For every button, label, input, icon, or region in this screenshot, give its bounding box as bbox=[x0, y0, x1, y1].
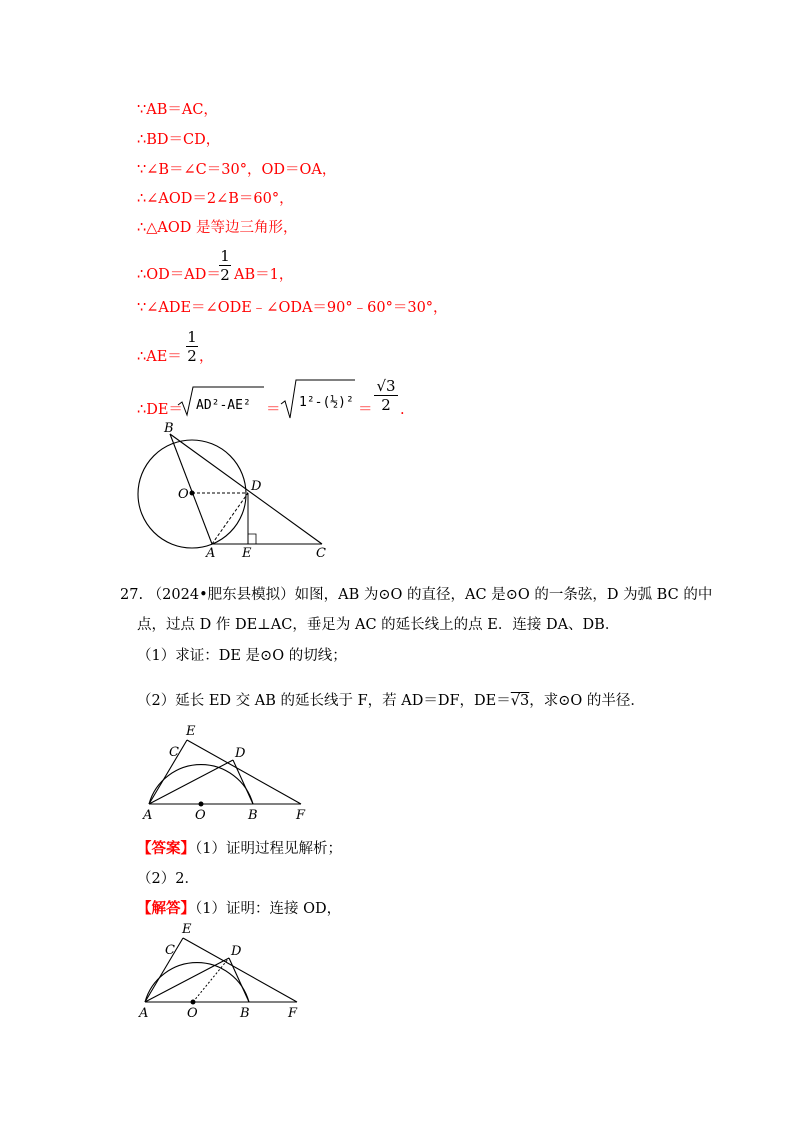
answer-text-1: （1）证明过程见解析； bbox=[195, 841, 342, 857]
proof-line-4: ∴∠AOD＝2∠B＝60°， bbox=[137, 191, 294, 207]
proof-line-8b: ， bbox=[199, 349, 214, 365]
answer-line-2: （2）2． bbox=[137, 871, 199, 887]
proof-line-5: ∴△AOD 是等边三角形， bbox=[137, 220, 298, 236]
segment-ad bbox=[212, 493, 248, 544]
problem-part1: （1）求证：DE 是⊙O 的切线； bbox=[137, 648, 347, 664]
label-c: C bbox=[169, 745, 179, 760]
figure-1-circle-triangle bbox=[130, 420, 340, 560]
fraction-sqrt3-over-2: √3 2 bbox=[373, 377, 399, 414]
label-b: B bbox=[164, 421, 174, 436]
label-d: D bbox=[235, 746, 246, 761]
label-b: B bbox=[248, 808, 258, 823]
label-e: E bbox=[242, 546, 252, 560]
label-c: C bbox=[316, 546, 326, 560]
proof-line-3: ∵∠B＝∠C＝30°，OD＝OA， bbox=[137, 162, 337, 178]
label-d: D bbox=[251, 479, 262, 494]
solution-line-1 bbox=[137, 899, 341, 919]
proof-line-9a: ∴DE＝ bbox=[137, 402, 183, 418]
radical-2-content: 1²-(½)² bbox=[299, 395, 354, 410]
proof-line-7: ∵∠ADE＝∠ODE﹣∠ODA＝90°﹣60°＝30°， bbox=[137, 300, 448, 316]
answer-tag: 【答案】 bbox=[137, 840, 195, 857]
radical-1 bbox=[176, 383, 266, 417]
fraction-half-1: 1 2 bbox=[220, 247, 230, 284]
problem-header bbox=[120, 585, 712, 605]
problem-stem-line2: 点，过点 D 作 DE⊥AC，垂足为 AC 的延长线上的点 E．连接 DA、DB． bbox=[137, 617, 620, 633]
label-f: F bbox=[288, 1006, 298, 1021]
label-a: A bbox=[206, 546, 216, 560]
problem-stem-line1: 如图，AB 为⊙O 的直径，AC 是⊙O 的一条弦，D 为弧 BC 的中 bbox=[294, 587, 713, 603]
proof-line-8a: ∴AE＝ bbox=[137, 349, 182, 365]
answer-line-1 bbox=[137, 839, 342, 859]
radical-2 bbox=[279, 376, 357, 420]
fraction-half-2: 1 2 bbox=[187, 328, 197, 365]
proof-line-9b: ＝ bbox=[266, 402, 281, 418]
solution-text-1: （1）证明：连接 OD， bbox=[195, 901, 342, 917]
figure-3-semicircle-od bbox=[133, 918, 313, 1023]
label-e: E bbox=[182, 922, 192, 937]
problem-part2-sqrt: √3 bbox=[510, 693, 530, 709]
center-dot bbox=[191, 1000, 196, 1005]
label-a: A bbox=[139, 1006, 149, 1021]
proof-line-9d: . bbox=[400, 402, 405, 418]
proof-line-6b: AB＝1， bbox=[234, 267, 294, 283]
segment-bc bbox=[170, 434, 322, 544]
label-e: E bbox=[186, 724, 196, 739]
center-dot bbox=[190, 491, 195, 496]
radical-1-content: AD²-AE² bbox=[196, 398, 251, 413]
segment-db bbox=[229, 958, 249, 1002]
problem-part2-b: ，求⊙O 的半径． bbox=[529, 693, 645, 709]
label-o: O bbox=[187, 1006, 198, 1021]
problem-source: （2024•肥东县模拟） bbox=[147, 587, 295, 603]
problem-part2-a: （2）延长 ED 交 AB 的延长线于 F，若 AD＝DF，DE＝ bbox=[137, 693, 511, 709]
label-b: B bbox=[240, 1006, 250, 1021]
proof-line-9c: ＝ bbox=[358, 402, 373, 418]
label-c: C bbox=[165, 943, 175, 958]
solution-tag: 【解答】 bbox=[137, 900, 195, 917]
label-a: A bbox=[143, 808, 153, 823]
proof-line-6a: ∴OD＝AD＝ bbox=[137, 267, 221, 283]
proof-line-2: ∴BD＝CD， bbox=[137, 132, 221, 148]
label-o: O bbox=[195, 808, 206, 823]
segment-ba bbox=[170, 434, 212, 544]
label-d: D bbox=[231, 944, 242, 959]
proof-line-1: ∵AB＝AC， bbox=[137, 102, 218, 118]
segment-db bbox=[233, 760, 253, 804]
right-angle-marker bbox=[248, 534, 256, 544]
problem-number: 27. bbox=[120, 587, 144, 603]
problem-part2 bbox=[137, 691, 645, 711]
label-o: O bbox=[178, 487, 189, 502]
figure-2-semicircle bbox=[137, 720, 317, 825]
label-f: F bbox=[296, 808, 306, 823]
center-dot bbox=[199, 802, 204, 807]
